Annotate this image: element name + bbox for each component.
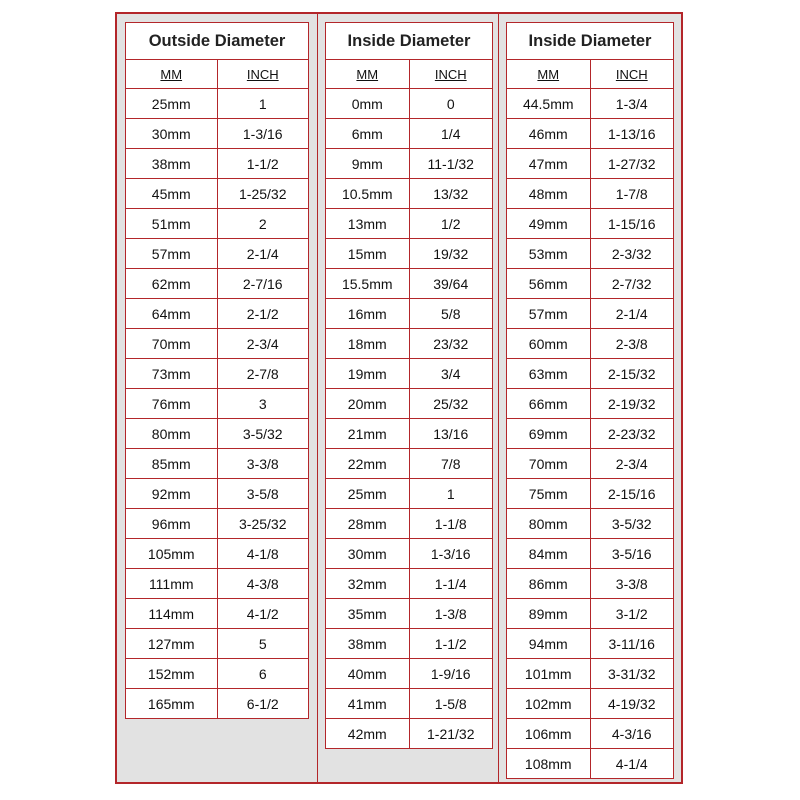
table-row	[507, 329, 674, 359]
table-row	[326, 449, 493, 479]
mm-cell: 38mm	[326, 629, 410, 659]
table-title: Inside Diameter	[326, 23, 493, 60]
inch-cell: 1-3/8	[409, 599, 493, 629]
inch-cell: 3-3/8	[217, 449, 309, 479]
mm-cell: 60mm	[507, 329, 591, 359]
inch-cell: 4-3/8	[217, 569, 309, 599]
inch-cell: 23/32	[409, 329, 493, 359]
inch-cell: 1-3/4	[590, 89, 674, 119]
mm-cell: 63mm	[507, 359, 591, 389]
table-row	[326, 149, 493, 179]
inch-cell: 1-21/32	[409, 719, 493, 749]
inch-cell: 3-5/32	[590, 509, 674, 539]
table-row	[326, 539, 493, 569]
table-row	[326, 419, 493, 449]
mm-cell: 106mm	[507, 719, 591, 749]
mm-cell: 0mm	[326, 89, 410, 119]
mm-cell: 111mm	[126, 569, 218, 599]
mm-cell: 15mm	[326, 239, 410, 269]
inch-cell: 4-19/32	[590, 689, 674, 719]
table-row	[507, 209, 674, 239]
mm-cell: 44.5mm	[507, 89, 591, 119]
mm-cell: 45mm	[126, 179, 218, 209]
table-row	[326, 239, 493, 269]
table-row	[126, 359, 309, 389]
table-row	[507, 509, 674, 539]
table-row	[126, 509, 309, 539]
table-row	[126, 449, 309, 479]
mm-cell: 89mm	[507, 599, 591, 629]
mm-cell: 57mm	[507, 299, 591, 329]
inside-diameter-panel-2	[499, 14, 681, 782]
table-row	[326, 359, 493, 389]
inch-cell: 2-23/32	[590, 419, 674, 449]
inch-cell: 2-7/8	[217, 359, 309, 389]
inch-cell: 5	[217, 629, 309, 659]
inch-column-header: INCH	[409, 60, 493, 89]
inch-cell: 3/4	[409, 359, 493, 389]
table-row	[326, 569, 493, 599]
table-body	[126, 89, 309, 719]
mm-cell: 47mm	[507, 149, 591, 179]
mm-cell: 69mm	[507, 419, 591, 449]
table-row	[326, 719, 493, 749]
table-row	[326, 299, 493, 329]
inch-cell: 1	[217, 89, 309, 119]
mm-cell: 41mm	[326, 689, 410, 719]
table-row	[507, 689, 674, 719]
table-row	[126, 629, 309, 659]
table-row	[326, 179, 493, 209]
inside-diameter-table-1	[325, 22, 493, 749]
mm-cell: 73mm	[126, 359, 218, 389]
mm-cell: 48mm	[507, 179, 591, 209]
inch-cell: 2-1/4	[590, 299, 674, 329]
inch-cell: 3-11/16	[590, 629, 674, 659]
mm-cell: 86mm	[507, 569, 591, 599]
inch-cell: 4-1/4	[590, 749, 674, 779]
inch-cell: 0	[409, 89, 493, 119]
inch-cell: 2-3/8	[590, 329, 674, 359]
inch-cell: 5/8	[409, 299, 493, 329]
inch-cell: 1-25/32	[217, 179, 309, 209]
mm-cell: 25mm	[326, 479, 410, 509]
table-row	[326, 659, 493, 689]
mm-cell: 19mm	[326, 359, 410, 389]
table-row	[507, 629, 674, 659]
table-row	[126, 239, 309, 269]
inch-cell: 3	[217, 389, 309, 419]
inch-cell: 2-7/16	[217, 269, 309, 299]
table-row	[326, 269, 493, 299]
inch-cell: 1-1/2	[217, 149, 309, 179]
inch-cell: 13/32	[409, 179, 493, 209]
mm-cell: 38mm	[126, 149, 218, 179]
inch-cell: 1-1/4	[409, 569, 493, 599]
table-row	[507, 479, 674, 509]
table-row	[126, 119, 309, 149]
table-row	[507, 179, 674, 209]
mm-cell: 114mm	[126, 599, 218, 629]
inch-cell: 1-3/16	[409, 539, 493, 569]
table-row	[507, 569, 674, 599]
inch-cell: 2-1/2	[217, 299, 309, 329]
inch-cell: 2-15/16	[590, 479, 674, 509]
inch-cell: 1	[409, 479, 493, 509]
mm-cell: 20mm	[326, 389, 410, 419]
table-row	[326, 389, 493, 419]
table-body	[326, 89, 493, 749]
table-row	[126, 599, 309, 629]
mm-cell: 35mm	[326, 599, 410, 629]
table-row	[126, 569, 309, 599]
table-row	[126, 89, 309, 119]
table-row	[507, 599, 674, 629]
table-row	[326, 329, 493, 359]
inch-column-header: INCH	[590, 60, 674, 89]
inch-cell: 1-9/16	[409, 659, 493, 689]
table-row	[507, 389, 674, 419]
mm-cell: 85mm	[126, 449, 218, 479]
mm-cell: 76mm	[126, 389, 218, 419]
mm-cell: 22mm	[326, 449, 410, 479]
mm-cell: 57mm	[126, 239, 218, 269]
outside-diameter-table	[125, 22, 309, 719]
mm-cell: 102mm	[507, 689, 591, 719]
inside-diameter-table-2	[506, 22, 674, 779]
inch-cell: 1-7/8	[590, 179, 674, 209]
table-row	[126, 269, 309, 299]
mm-cell: 53mm	[507, 239, 591, 269]
table-row	[507, 419, 674, 449]
conversion-chart	[115, 12, 683, 784]
inch-cell: 2	[217, 209, 309, 239]
inch-cell: 1/4	[409, 119, 493, 149]
inch-cell: 1-13/16	[590, 119, 674, 149]
mm-cell: 10.5mm	[326, 179, 410, 209]
inch-cell: 2-3/4	[590, 449, 674, 479]
table-row	[126, 179, 309, 209]
inch-cell: 2-7/32	[590, 269, 674, 299]
mm-cell: 101mm	[507, 659, 591, 689]
inch-cell: 4-1/8	[217, 539, 309, 569]
inch-cell: 4-1/2	[217, 599, 309, 629]
mm-cell: 56mm	[507, 269, 591, 299]
inch-cell: 6	[217, 659, 309, 689]
table-row	[507, 239, 674, 269]
table-row	[126, 479, 309, 509]
inch-cell: 4-3/16	[590, 719, 674, 749]
inch-cell: 2-1/4	[217, 239, 309, 269]
mm-cell: 16mm	[326, 299, 410, 329]
mm-cell: 64mm	[126, 299, 218, 329]
mm-cell: 94mm	[507, 629, 591, 659]
table-row	[326, 629, 493, 659]
mm-cell: 84mm	[507, 539, 591, 569]
table-row	[326, 479, 493, 509]
mm-cell: 15.5mm	[326, 269, 410, 299]
mm-cell: 30mm	[326, 539, 410, 569]
table-row	[126, 659, 309, 689]
outside-diameter-panel	[117, 14, 318, 782]
table-row	[126, 389, 309, 419]
inch-cell: 2-3/32	[590, 239, 674, 269]
mm-cell: 28mm	[326, 509, 410, 539]
table-row	[126, 329, 309, 359]
mm-cell: 80mm	[507, 509, 591, 539]
inch-cell: 39/64	[409, 269, 493, 299]
inch-cell: 25/32	[409, 389, 493, 419]
table-row	[326, 689, 493, 719]
table-row	[326, 119, 493, 149]
table-title: Outside Diameter	[126, 23, 309, 60]
table-row	[507, 539, 674, 569]
mm-cell: 66mm	[507, 389, 591, 419]
inch-cell: 13/16	[409, 419, 493, 449]
inch-cell: 3-5/32	[217, 419, 309, 449]
inch-cell: 2-15/32	[590, 359, 674, 389]
mm-cell: 108mm	[507, 749, 591, 779]
mm-cell: 105mm	[126, 539, 218, 569]
mm-cell: 21mm	[326, 419, 410, 449]
inch-cell: 1/2	[409, 209, 493, 239]
mm-cell: 96mm	[126, 509, 218, 539]
table-title: Inside Diameter	[507, 23, 674, 60]
table-row	[126, 299, 309, 329]
mm-cell: 165mm	[126, 689, 218, 719]
inch-cell: 19/32	[409, 239, 493, 269]
table-row	[507, 89, 674, 119]
table-row	[507, 119, 674, 149]
mm-cell: 9mm	[326, 149, 410, 179]
mm-cell: 49mm	[507, 209, 591, 239]
inch-cell: 1-1/2	[409, 629, 493, 659]
table-row	[126, 689, 309, 719]
table-row	[326, 599, 493, 629]
mm-cell: 75mm	[507, 479, 591, 509]
table-row	[507, 659, 674, 689]
mm-cell: 42mm	[326, 719, 410, 749]
mm-cell: 51mm	[126, 209, 218, 239]
table-row	[126, 539, 309, 569]
mm-cell: 127mm	[126, 629, 218, 659]
table-row	[326, 209, 493, 239]
inch-cell: 3-1/2	[590, 599, 674, 629]
table-row	[126, 209, 309, 239]
inch-cell: 3-5/16	[590, 539, 674, 569]
mm-cell: 62mm	[126, 269, 218, 299]
mm-cell: 6mm	[326, 119, 410, 149]
inch-cell: 3-3/8	[590, 569, 674, 599]
inch-cell: 11-1/32	[409, 149, 493, 179]
inch-cell: 7/8	[409, 449, 493, 479]
inch-cell: 3-31/32	[590, 659, 674, 689]
inch-cell: 1-15/16	[590, 209, 674, 239]
table-body	[507, 89, 674, 779]
table-row	[326, 509, 493, 539]
inch-cell: 2-3/4	[217, 329, 309, 359]
mm-cell: 32mm	[326, 569, 410, 599]
mm-cell: 25mm	[126, 89, 218, 119]
table-row	[326, 89, 493, 119]
inch-cell: 3-5/8	[217, 479, 309, 509]
inch-cell: 1-5/8	[409, 689, 493, 719]
table-row	[507, 749, 674, 779]
mm-column-header: MM	[326, 60, 410, 89]
inch-cell: 1-1/8	[409, 509, 493, 539]
mm-cell: 46mm	[507, 119, 591, 149]
table-row	[507, 719, 674, 749]
mm-cell: 152mm	[126, 659, 218, 689]
table-row	[507, 359, 674, 389]
inch-cell: 2-19/32	[590, 389, 674, 419]
table-row	[507, 299, 674, 329]
mm-cell: 13mm	[326, 209, 410, 239]
mm-cell: 80mm	[126, 419, 218, 449]
mm-cell: 70mm	[126, 329, 218, 359]
inch-cell: 3-25/32	[217, 509, 309, 539]
table-row	[126, 149, 309, 179]
mm-cell: 18mm	[326, 329, 410, 359]
mm-cell: 40mm	[326, 659, 410, 689]
mm-cell: 30mm	[126, 119, 218, 149]
mm-column-header: MM	[507, 60, 591, 89]
table-row	[507, 149, 674, 179]
table-row	[507, 269, 674, 299]
inch-cell: 1-3/16	[217, 119, 309, 149]
table-row	[126, 419, 309, 449]
mm-column-header: MM	[126, 60, 218, 89]
mm-cell: 70mm	[507, 449, 591, 479]
inside-diameter-panel-1	[318, 14, 499, 782]
inch-cell: 6-1/2	[217, 689, 309, 719]
mm-cell: 92mm	[126, 479, 218, 509]
inch-column-header: INCH	[217, 60, 309, 89]
table-row	[507, 449, 674, 479]
inch-cell: 1-27/32	[590, 149, 674, 179]
